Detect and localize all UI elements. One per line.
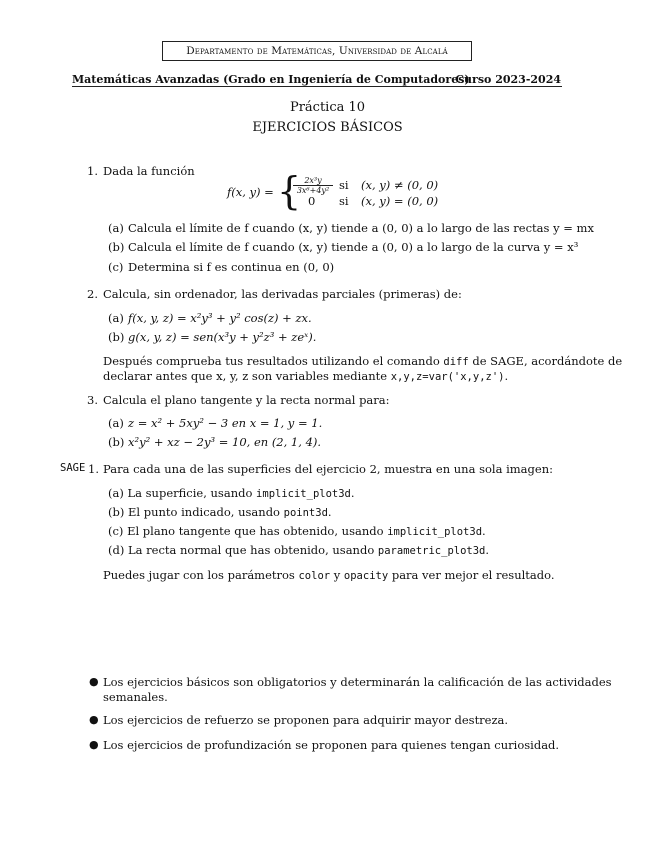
piecewise-brace: { bbox=[277, 169, 302, 213]
case-2-condition: (x, y) = (0, 0) bbox=[361, 194, 439, 208]
sage-note-post: para ver mejor el resultado. bbox=[391, 568, 555, 582]
case-2-value: 0 bbox=[308, 194, 316, 208]
case-2-si: si bbox=[339, 194, 349, 208]
course-year: Curso 2023-2024 bbox=[455, 73, 561, 86]
ex2-item-b-text: g(x, y, z) = sen(x³y + y²z³ + zeˣ). bbox=[128, 330, 317, 344]
ex3-item-b-label: (b) bbox=[108, 435, 125, 449]
ex1-item-a-text: Calcula el límite de f cuando (x, y) tiende a (0, 0) a lo largo de las rectas y = mx bbox=[128, 221, 594, 235]
sage-item-a-label: (a) bbox=[108, 486, 124, 500]
ex2-item-a-text: f(x, y, z) = x²y³ + y² cos(z) + zx. bbox=[128, 311, 312, 325]
ex1-item-b-label: (b) bbox=[108, 240, 125, 254]
ex1-item-c-label: (c) bbox=[108, 260, 124, 274]
ex2-item-b-label: (b) bbox=[108, 330, 125, 344]
sage-1-intro: Para cada una de las superficies del ejercicio 2, muestra en una sola imagen: bbox=[103, 462, 553, 476]
ex2-note-line-2 bbox=[103, 369, 508, 383]
sage-item-d-code: parametric_plot3d bbox=[377, 545, 486, 557]
ex2-note-line-1 bbox=[103, 354, 622, 368]
sage-item-d-text: La recta normal que has obtenido, usando bbox=[128, 543, 375, 557]
sage-item-b-label: (b) bbox=[108, 505, 125, 519]
piecewise-fraction bbox=[293, 176, 333, 195]
exercise-3-intro: Calcula el plano tangente y la recta normal para: bbox=[103, 393, 390, 407]
var-code: x,y,z=var('x,y,z') bbox=[390, 371, 505, 383]
ex1-item-c-text: Determina si f es continua en (0, 0) bbox=[128, 260, 335, 274]
exercise-2-number: 2. bbox=[87, 287, 98, 301]
ex3-item-b-text: x²y² + xz − 2y³ = 10, en (2, 1, 4). bbox=[128, 435, 322, 449]
section-title: EJERCICIOS BÁSICOS bbox=[252, 120, 403, 135]
sage-item-b bbox=[108, 505, 332, 519]
footnote-1-line-1: Los ejercicios básicos son obligatorios y determinarán la calificación de las actividades bbox=[103, 675, 612, 689]
exercise-1-intro: Dada la función bbox=[103, 164, 195, 178]
sage-item-a-end: . bbox=[350, 486, 355, 500]
ex2-note-pre: Después comprueba tus resultados utilizando el comando bbox=[103, 354, 440, 368]
sage-item-d-label: (d) bbox=[108, 543, 125, 557]
sage-note-pre: Puedes jugar con los parámetros bbox=[103, 568, 295, 582]
ex2-note-post: de SAGE, acordándote de bbox=[472, 354, 623, 368]
sage-note-mid: y bbox=[333, 568, 341, 582]
sage-1-number: 1. bbox=[88, 462, 99, 476]
ex3-item-a-text: z = x² + 5xy² − 3 en x = 1, y = 1. bbox=[128, 416, 323, 430]
practice-title: Práctica 10 bbox=[289, 100, 366, 115]
sage-item-c-code: implicit_plot3d bbox=[387, 526, 483, 538]
sage-item-c bbox=[108, 524, 486, 538]
ex2-note-line2-pre: declarar antes que x, y, z son variables mediante bbox=[103, 369, 388, 383]
sage-item-b-code: point3d bbox=[283, 507, 328, 519]
fraction-numerator: 2x³y bbox=[293, 176, 333, 186]
sage-item-c-label: (c) bbox=[108, 524, 124, 538]
sage-item-a bbox=[108, 486, 355, 500]
footnote-1-line-2: semanales. bbox=[103, 690, 168, 704]
sage-note bbox=[103, 568, 555, 582]
exercise-2-intro: Calcula, sin ordenador, las derivadas parciales (primeras) de: bbox=[103, 287, 462, 301]
opacity-param: opacity bbox=[343, 570, 389, 582]
exercise-1-number: 1. bbox=[87, 164, 98, 178]
sage-item-b-end: . bbox=[327, 505, 332, 519]
footnote-3: Los ejercicios de profundización se proponen para quienes tengan curiosidad. bbox=[103, 738, 560, 752]
sage-item-d-end: . bbox=[485, 543, 490, 557]
sage-item-b-text: El punto indicado, usando bbox=[128, 505, 280, 519]
ex2-note-line2-post: . bbox=[504, 369, 509, 383]
color-param: color bbox=[298, 570, 331, 582]
sage-item-c-text: El plano tangente que has obtenido, usando bbox=[127, 524, 384, 538]
bullet-icon: ● bbox=[89, 713, 99, 726]
case-1-si: si bbox=[339, 178, 349, 192]
exercise-3-number: 3. bbox=[87, 393, 98, 407]
header-divider bbox=[72, 86, 562, 87]
bullet-icon: ● bbox=[89, 738, 99, 751]
sage-item-a-text: La superficie, usando bbox=[127, 486, 253, 500]
function-lhs: f(x, y) = bbox=[227, 185, 274, 199]
diff-command: diff bbox=[443, 356, 469, 368]
ex2-item-a-label: (a) bbox=[108, 311, 124, 325]
sage-item-a-code: implicit_plot3d bbox=[256, 488, 351, 500]
sage-item-c-end: . bbox=[482, 524, 486, 538]
fraction-denominator: 3x⁶+4y² bbox=[296, 186, 330, 195]
footnote-2: Los ejercicios de refuerzo se proponen para adquirir mayor destreza. bbox=[103, 713, 509, 727]
ex1-item-a-label: (a) bbox=[108, 221, 124, 235]
ex1-item-b-text: Calcula el límite de f cuando (x, y) tiende a (0, 0) a lo largo de la curva y = x³ bbox=[128, 240, 579, 254]
sage-item-d bbox=[108, 543, 489, 557]
department-header: Departamento de Matemáticas, Universidad de Alcalá bbox=[162, 41, 472, 61]
sage-tag: SAGE bbox=[60, 462, 86, 474]
ex3-item-a-label: (a) bbox=[108, 416, 124, 430]
case-1-condition: (x, y) ≠ (0, 0) bbox=[361, 178, 439, 192]
bullet-icon: ● bbox=[89, 675, 99, 688]
course-name: Matemáticas Avanzadas (Grado en Ingeniería de Computadores) bbox=[72, 73, 470, 86]
